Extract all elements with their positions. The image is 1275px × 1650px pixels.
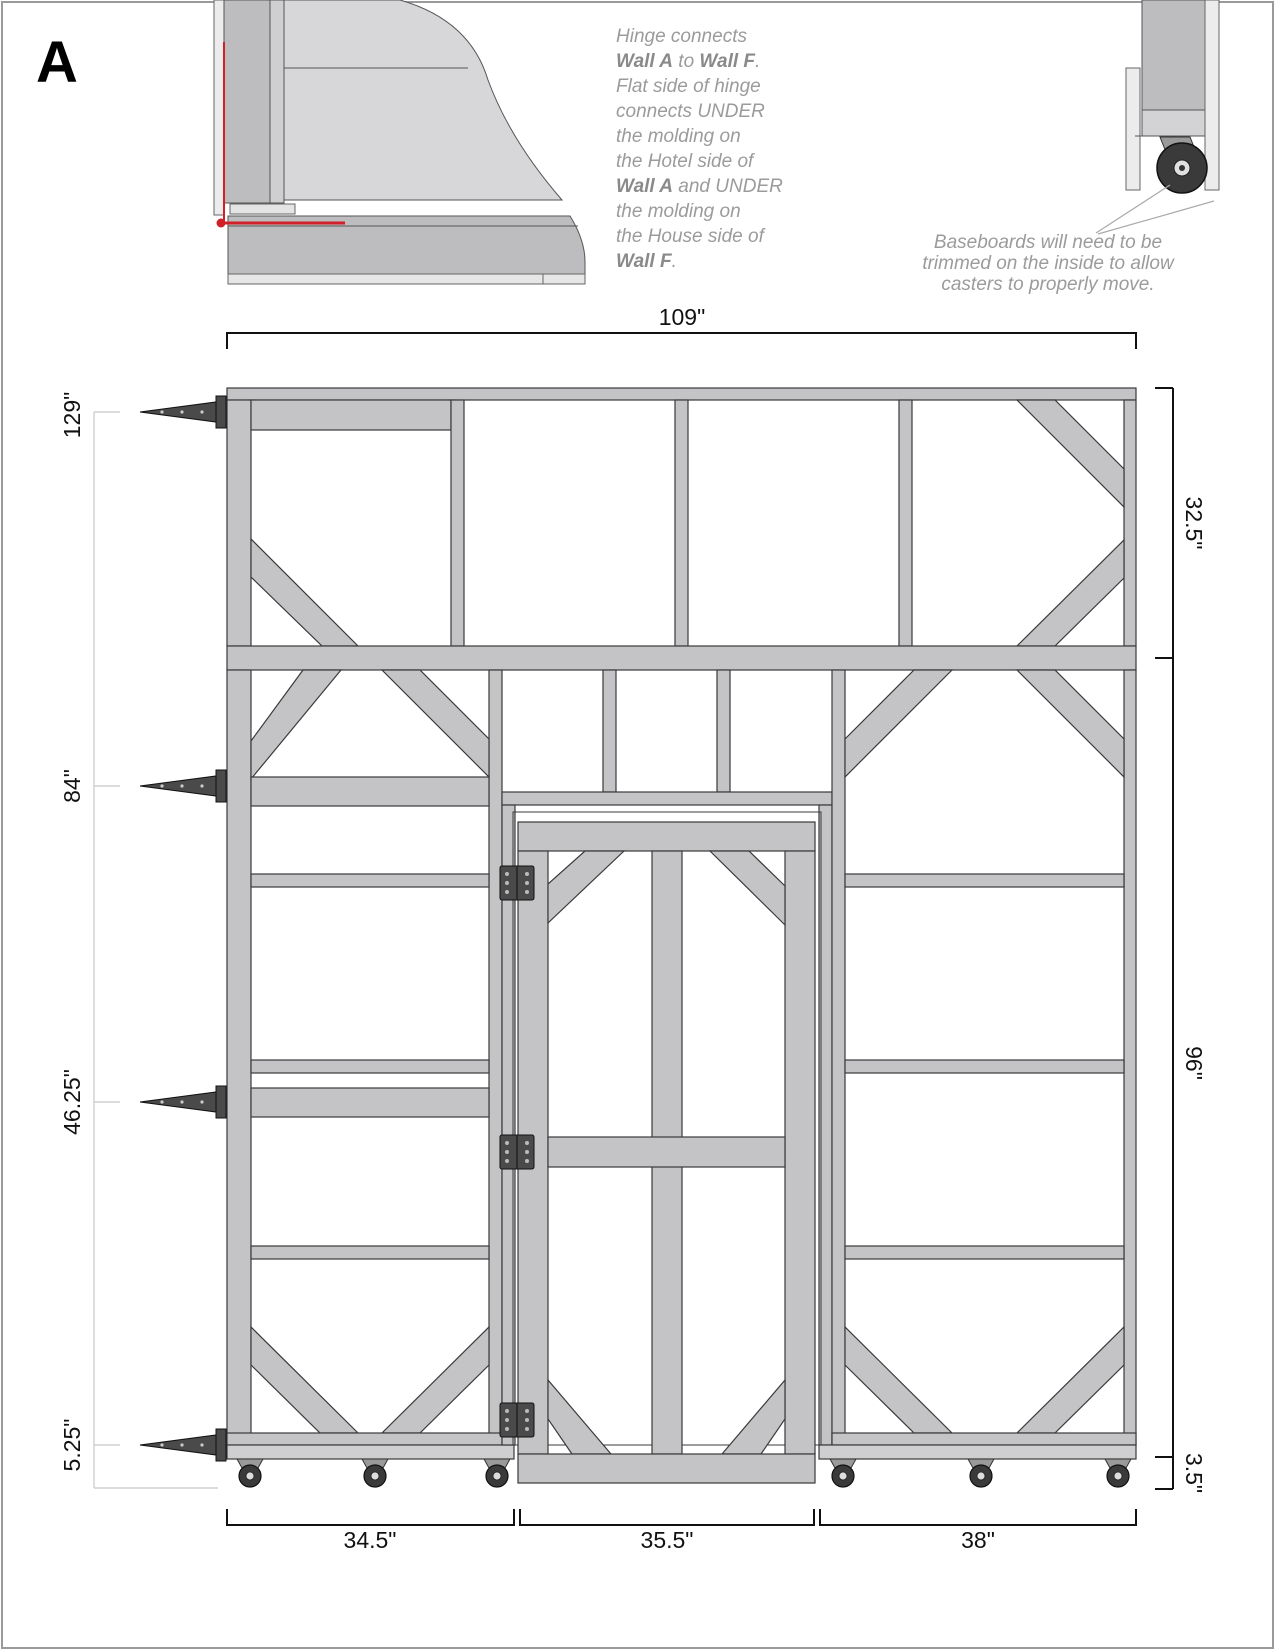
- door-width-label: 35.5": [640, 1527, 694, 1553]
- right-panel-width-dim: [820, 1509, 1136, 1525]
- overall-width-label: 109": [658, 304, 706, 330]
- caster-note-line: trimmed on the inside to allow: [922, 253, 1174, 274]
- right-panel-width-label: 38": [961, 1527, 995, 1553]
- left-blocking-3: [251, 1060, 489, 1073]
- left-bottom-brace-a: [251, 1327, 358, 1433]
- base-height-label: 3.5": [1181, 1452, 1207, 1494]
- upper-header-block: [251, 400, 451, 430]
- left-caster-plate: [227, 1445, 514, 1459]
- hinge-note-line: the molding on: [616, 126, 741, 147]
- right-caster-plate: [819, 1445, 1136, 1459]
- strap-hinge-group: [140, 396, 226, 1461]
- overall-width-dim: [227, 333, 1136, 349]
- hinge-molding-detail: [214, 0, 585, 284]
- caster-baseboard-detail: [1096, 0, 1219, 234]
- caster-icon: [484, 1459, 510, 1487]
- left-top-brace-a: [251, 670, 341, 779]
- hinge-pivot-icon: [217, 219, 226, 228]
- left-outer-stud: [227, 670, 251, 1445]
- left-panel-width-dim: [227, 1509, 514, 1525]
- upper-right-brace-top: [1017, 400, 1124, 507]
- right-blocking-3: [845, 1246, 1124, 1259]
- hinge-height-label-3: 46.25": [59, 1069, 85, 1135]
- caster-icon: [830, 1459, 856, 1487]
- right-outer-stud: [1124, 670, 1136, 1445]
- butt-hinge-icon: [500, 1135, 534, 1169]
- door-top-brace-left: [548, 851, 624, 923]
- right-blocking-2: [845, 1060, 1124, 1073]
- strap-hinge-icon: [140, 770, 226, 802]
- hinge-note-line: Hinge connects: [616, 26, 747, 47]
- left-inner-stud: [489, 670, 502, 1445]
- right-bottom-brace-b: [1017, 1327, 1124, 1433]
- caster-icon: [362, 1459, 388, 1487]
- hinge-note-line: Wall A to Wall F.: [616, 51, 761, 72]
- door-top-brace-right: [710, 851, 785, 925]
- right-top-brace-a: [845, 670, 952, 777]
- caster-icon: [1105, 1459, 1131, 1487]
- wall-letter: A: [36, 30, 78, 95]
- hinge-note: [616, 24, 816, 274]
- wall-frame: [227, 388, 1136, 1483]
- left-top-brace-b: [382, 670, 489, 777]
- upper-left-brace: [251, 539, 358, 646]
- door-cripple-1: [603, 670, 616, 792]
- hinge-note-line: Wall F.: [616, 251, 677, 272]
- door-bottom-brace-left: [548, 1380, 611, 1454]
- door-right-stile: [785, 851, 815, 1454]
- caster-note: [882, 232, 1214, 295]
- right-top-brace-b: [1017, 670, 1124, 777]
- upper-stud-2: [675, 400, 688, 646]
- upper-stud-1: [451, 400, 464, 646]
- strap-hinge-icon: [140, 1429, 226, 1461]
- upper-height-label: 32.5": [1181, 496, 1207, 550]
- left-blocking-1: [251, 777, 489, 806]
- hinge-note-line: connects UNDER: [616, 101, 765, 122]
- hinge-note-line: the Hotel side of: [616, 151, 754, 172]
- door-top-rail: [518, 822, 815, 851]
- butt-hinge-icon: [500, 866, 534, 900]
- top-plate: [227, 388, 1136, 400]
- right-bottom-plate: [832, 1433, 1136, 1445]
- upper-right-brace-bottom: [1017, 540, 1124, 646]
- door-bottom-brace-right: [722, 1380, 785, 1454]
- upper-stud-3: [899, 400, 912, 646]
- upper-right-stud: [1124, 400, 1136, 646]
- left-blocking-2: [251, 874, 489, 887]
- hinge-note-line: Wall A and UNDER: [616, 176, 783, 197]
- door-bottom-rail: [518, 1454, 815, 1483]
- hinge-note-line: Flat side of hinge: [616, 76, 761, 97]
- door-mid-rail: [548, 1137, 785, 1167]
- hinge-height-label-2: 84": [59, 769, 85, 803]
- left-bottom-plate: [227, 1433, 502, 1445]
- caster-note-line: casters to properly move.: [941, 274, 1155, 295]
- left-panel-width-label: 34.5": [343, 1527, 397, 1553]
- strap-hinge-icon: [140, 396, 226, 428]
- left-bottom-brace-b: [382, 1327, 489, 1433]
- door-width-dim: [520, 1509, 814, 1525]
- left-blocking-4: [251, 1088, 489, 1117]
- hinge-height-label-1: 129": [59, 391, 85, 439]
- upper-left-stud: [227, 400, 251, 646]
- caster-note-line: Baseboards will need to be: [933, 232, 1163, 253]
- hinge-height-label-4: 5.25": [59, 1418, 85, 1472]
- lower-height-label: 96": [1181, 1046, 1207, 1080]
- door-cripple-2: [717, 670, 730, 792]
- left-blocking-5: [251, 1246, 489, 1259]
- caster-icon: [968, 1459, 994, 1487]
- caster-icon: [237, 1459, 263, 1487]
- hinge-note-line: the molding on: [616, 201, 741, 222]
- butt-hinge-icon: [500, 1403, 534, 1437]
- mid-plate: [227, 646, 1136, 670]
- strap-hinge-icon: [140, 1086, 226, 1118]
- door-header: [502, 792, 832, 805]
- right-inner-stud: [832, 670, 845, 1445]
- right-blocking-1: [845, 874, 1124, 887]
- right-bottom-brace-a: [845, 1327, 952, 1433]
- hinge-note-line: the House side of: [616, 226, 764, 247]
